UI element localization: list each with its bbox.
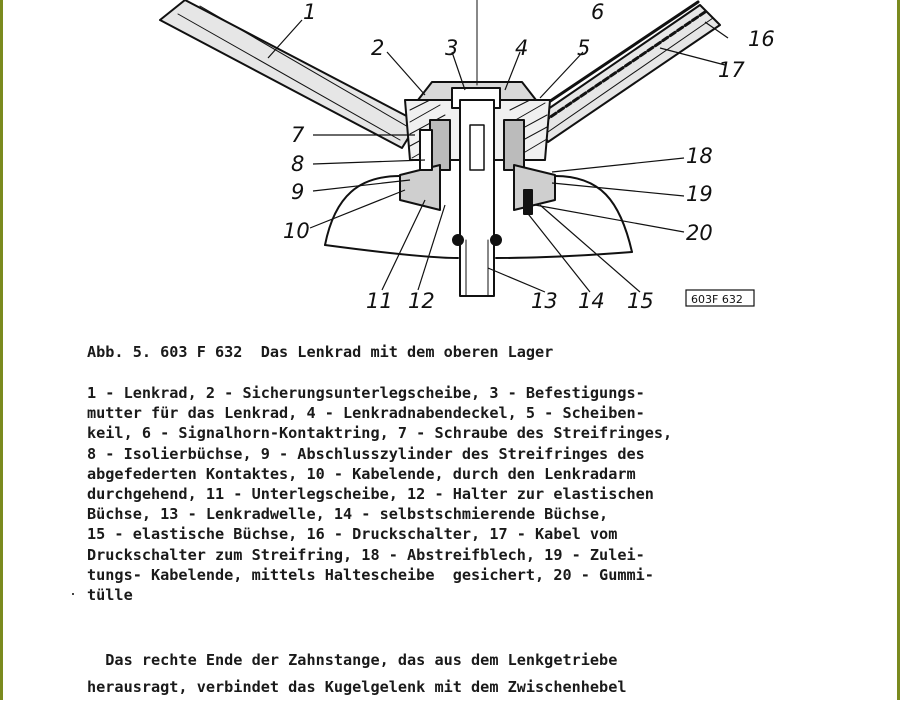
callout-10: 10 [283, 219, 310, 243]
callout-7: 7 [291, 123, 305, 147]
callout-5: 5 [577, 36, 591, 60]
callout-17: 17 [718, 58, 745, 82]
body-paragraph [87, 647, 887, 701]
callout-9: 9 [291, 180, 305, 204]
legend-line: keil, 6 - Signalhorn-Kontaktring, 7 - Schraube des Streifringes, [87, 424, 673, 443]
callout-1: 1 [303, 0, 317, 24]
callout-11: 11 [366, 289, 393, 313]
legend-line: Druckschalter zum Streifring, 18 - Abstreifblech, 19 - Zulei- [87, 545, 645, 564]
left-spoke [160, 0, 418, 148]
steering-wheel-figure [0, 0, 900, 320]
callout-6: 6 [591, 0, 605, 24]
legend-line: abgefederten Kontaktes, 10 - Kabelende, durch den Lenkradarm [87, 464, 636, 483]
legend-line: Büchse, 13 - Lenkradwelle, 14 - selbstschmierende Büchse, [87, 505, 609, 524]
figure-stamp: 603F 632 [691, 293, 743, 306]
callout-18: 18 [686, 144, 713, 168]
callout-12: 12 [408, 289, 435, 313]
body-line: herausragt, verbindet das Kugelgelenk mit dem Zwischenhebel [87, 678, 627, 696]
column-shroud [325, 176, 400, 245]
legend-line: mutter für das Lenkrad, 4 - Lenkradnabendeckel, 5 - Scheiben- [87, 404, 645, 423]
legend-line: tungs- Kabelende, mittels Haltescheibe gesichert, 20 - Gummi- [87, 565, 654, 584]
figure-legend [87, 383, 887, 605]
legend-line: tülle [87, 586, 133, 605]
legend-line: durchgehend, 11 - Unterlegscheibe, 12 - Halter zur elastischen [87, 485, 654, 504]
callout-4: 4 [515, 36, 529, 60]
callout-14: 14 [578, 289, 605, 313]
callout-16: 16 [748, 27, 775, 51]
callout-15: 15 [627, 289, 654, 313]
shaft [460, 100, 494, 296]
scan-speck [72, 593, 74, 595]
callout-8: 8 [291, 152, 305, 176]
callout-19: 19 [686, 182, 713, 206]
callout-2: 2 [371, 36, 385, 60]
body-line: Das rechte Ende der Zahnstange, das aus dem Lenkgetriebe [87, 651, 618, 669]
legend-line: 8 - Isolierbüchse, 9 - Abschlusszylinder des Streifringes des [87, 444, 645, 463]
legend-line: 15 - elastische Büchse, 16 - Druckschalter, 17 - Kabel vom [87, 525, 618, 544]
callout-13: 13 [531, 289, 558, 313]
figure-caption: Abb. 5. 603 F 632 Das Lenkrad mit dem oberen Lager [87, 343, 554, 361]
legend-line: 1 - Lenkrad, 2 - Sicherungsunterlegscheibe, 3 - Befestigungs- [87, 384, 645, 402]
callout-20: 20 [686, 221, 713, 245]
callout-3: 3 [445, 36, 459, 60]
